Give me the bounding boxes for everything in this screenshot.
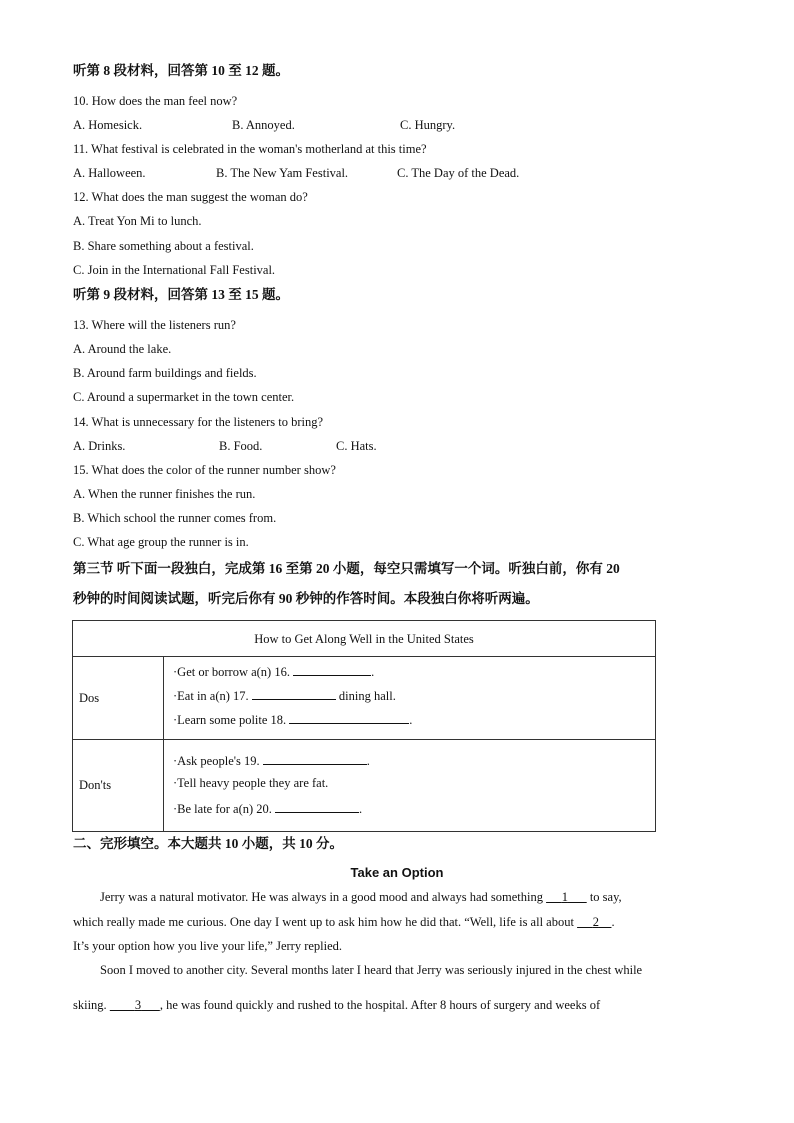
text: to say, xyxy=(586,890,622,904)
donts-label: Don'ts xyxy=(73,740,164,831)
donts-item-text: ·Tell heavy people they are fat. xyxy=(173,776,329,790)
text: , he was found quickly and rushed to the hospital. After 8 hours of surgery and weeks of xyxy=(159,998,601,1012)
blank-18[interactable] xyxy=(289,711,409,724)
table-title: How to Get Along Well in the United States xyxy=(73,621,655,657)
question-13-option-a: A. Around the lake. xyxy=(73,342,172,356)
option-c: C. Hungry. xyxy=(400,118,456,132)
dos-item-suffix: dining hall. xyxy=(335,689,396,703)
option-a: A. Drinks. xyxy=(73,439,126,453)
passage-title: Take an Option xyxy=(350,865,444,880)
blank-number: 1 xyxy=(561,890,568,904)
question-12-option-a: A. Treat Yon Mi to lunch. xyxy=(73,214,202,228)
blank-1[interactable] xyxy=(546,890,587,904)
option-a: A. Halloween. xyxy=(73,166,146,180)
table-row-dos xyxy=(73,657,655,740)
dos-item-text: ·Get or borrow a(n) 16. xyxy=(173,665,290,679)
dos-item-text: ·Learn some polite 18. xyxy=(173,713,287,727)
blank-16[interactable] xyxy=(293,663,371,676)
question-13-option-c: C. Around a supermarket in the town center. xyxy=(73,390,295,404)
blank-2[interactable] xyxy=(577,915,611,929)
passage-p1-line-1 xyxy=(100,890,622,905)
dos-item-17 xyxy=(173,687,396,704)
donts-item-text: ·Be late for a(n) 20. xyxy=(173,802,272,816)
option-c: C. The Day of the Dead. xyxy=(397,166,520,180)
question-11-stem: 11. What festival is celebrated in the woman's motherland at this time? xyxy=(73,142,427,156)
section-9-heading: 听第 9 段材料，回答第 13 至 15 题。 xyxy=(73,287,289,302)
donts-item-19: ·Ask people's 19. . xyxy=(173,754,370,768)
option-b: B. The New Yam Festival. xyxy=(216,166,349,180)
dos-item-text: ·Eat in a(n) 17. xyxy=(173,689,249,703)
question-15-option-b: B. Which school the runner comes from. xyxy=(73,511,277,525)
text: which really made me curious. One day I went up to ask him how he did that. “Well, life is all about xyxy=(73,915,574,929)
question-15-stem: 15. What does the color of the runner number show? xyxy=(73,463,336,477)
text: . xyxy=(611,915,615,929)
table-row-donts xyxy=(73,740,655,831)
passage-p2-line-2 xyxy=(73,998,600,1013)
blank-3[interactable] xyxy=(110,998,160,1012)
donts-item-text: ·Ask people's 19. xyxy=(173,754,260,768)
question-12-option-b: B. Share something about a festival. xyxy=(73,239,254,253)
dos-item-16: ·Get or borrow a(n) 16. . xyxy=(173,665,375,679)
notes-table xyxy=(72,620,656,832)
question-12-option-c: C. Join in the International Fall Festival. xyxy=(73,263,276,277)
question-15-option-a: A. When the runner finishes the run. xyxy=(73,487,256,501)
option-a: A. Homesick. xyxy=(73,118,143,132)
question-10-stem: 10. How does the man feel now? xyxy=(73,94,238,108)
donts-item-20: ·Be late for a(n) 20. . xyxy=(173,802,363,816)
question-13-option-b: B. Around farm buildings and fields. xyxy=(73,366,257,380)
part-2-heading: 二、完形填空。本大题共 10 小题，共 10 分。 xyxy=(73,836,343,851)
dos-item-18: ·Learn some polite 18. . xyxy=(173,713,413,727)
section-3-instruction-line-1: 第三节 听下面一段独白，完成第 16 至第 20 小题，每空只需填写一个词。听独白前，你有 20 xyxy=(73,561,620,576)
question-12-stem: 12. What does the man suggest the woman do? xyxy=(73,190,308,204)
blank-number: 3 xyxy=(134,998,142,1012)
question-14-stem: 14. What is unnecessary for the listeners to bring? xyxy=(73,415,324,429)
donts-item-2 xyxy=(173,776,328,791)
dos-label: Dos xyxy=(73,657,164,739)
section-8-heading: 听第 8 段材料，回答第 10 至 12 题。 xyxy=(73,63,289,78)
blank-17[interactable] xyxy=(252,687,336,700)
passage-p1-line-2 xyxy=(73,915,615,930)
blank-number: 2 xyxy=(592,915,599,929)
text: Jerry was a natural motivator. He was always in a good mood and always had something xyxy=(100,890,543,904)
section-3-instruction-line-2: 秒钟的时间阅读试题，听完后你有 90 秒钟的作答时间。本段独白你将听两遍。 xyxy=(73,591,539,606)
blank-20[interactable] xyxy=(275,800,359,813)
question-13-stem: 13. Where will the listeners run? xyxy=(73,318,236,332)
passage-p2-line-1: Soon I moved to another city. Several months later I heard that Jerry was seriously injured in the chest while xyxy=(100,963,643,977)
passage-p1-line-3: It’s your option how you live your life,” Jerry replied. xyxy=(73,939,343,953)
text: skiing. xyxy=(73,998,110,1012)
option-b: B. Food. xyxy=(219,439,263,453)
option-b: B. Annoyed. xyxy=(232,118,295,132)
question-15-option-c: C. What age group the runner is in. xyxy=(73,535,249,549)
option-c: C. Hats. xyxy=(336,439,377,453)
blank-19[interactable] xyxy=(263,752,367,765)
